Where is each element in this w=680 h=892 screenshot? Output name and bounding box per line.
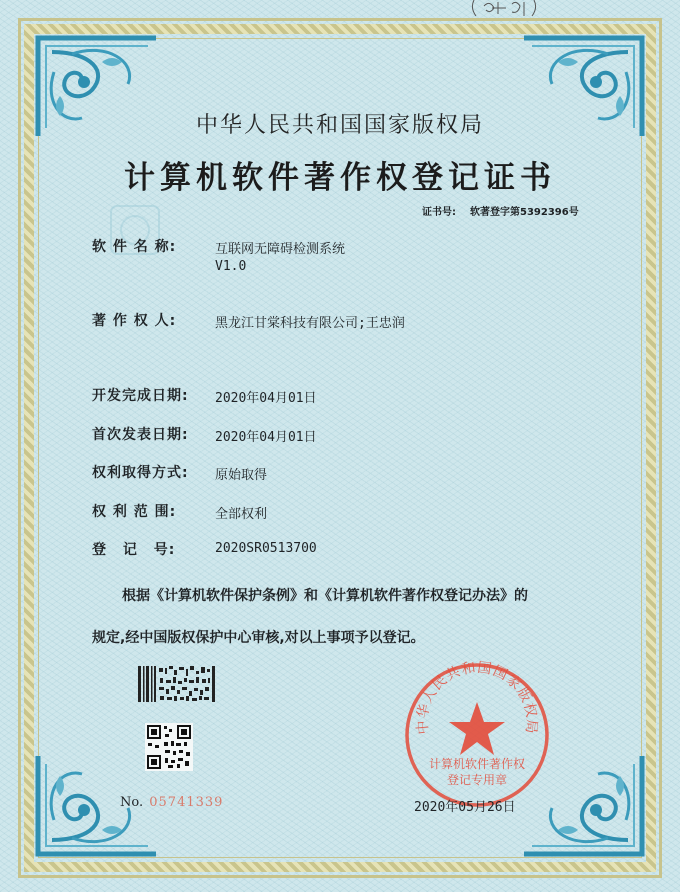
acquisition-method-value: 原始取得 <box>215 468 268 483</box>
qr-code-icon <box>145 723 193 771</box>
copyright-owner-label: 著 作 权 人: <box>92 313 177 329</box>
statement-line-1: 根据《计算机软件保护条例》和《计算机软件著作权登记办法》的 <box>122 588 528 604</box>
issue-date: 2020年05月26日 <box>414 800 516 815</box>
software-name-label: 软 件 名 称: <box>92 239 177 255</box>
serial-number-value: 05741339 <box>149 795 224 810</box>
barcode-icon <box>138 666 216 702</box>
completion-date-label: 开发完成日期: <box>92 388 189 404</box>
rights-scope-value: 全部权利 <box>215 507 268 522</box>
certificate-number <box>422 203 579 218</box>
seal-text-line-1: 计算机软件著作权 <box>428 757 526 771</box>
software-version: V1.0 <box>215 259 247 274</box>
copyright-owner-value: 黑龙江甘棠科技有限公司;王忠润 <box>215 316 405 331</box>
handwritten-note <box>470 0 540 18</box>
acquisition-method-label: 权利取得方式: <box>92 465 189 481</box>
certificate-number-label: 证书号: <box>422 207 456 218</box>
publish-date-value: 2020年04月01日 <box>215 430 317 445</box>
official-seal-icon <box>402 660 552 810</box>
issuing-agency: 中华人民共和国国家版权局 <box>195 113 484 138</box>
rights-scope-label: 权 利 范 围: <box>92 504 177 520</box>
certificate-number-value: 软著登字第5392396号 <box>470 207 579 218</box>
serial-number <box>120 795 223 810</box>
serial-number-label: No. <box>120 795 144 810</box>
certificate-title: 计算机软件著作权登记证书 <box>124 160 556 196</box>
software-name-value: 互联网无障碍检测系统 <box>215 242 346 257</box>
seal-text-line-2: 登记专用章 <box>446 773 508 787</box>
registration-number-value: 2020SR0513700 <box>215 541 317 556</box>
completion-date-value: 2020年04月01日 <box>215 391 317 406</box>
registration-number-label: 登 记 号: <box>92 542 176 558</box>
seal-top-text: 中华人民共和国国家版权局 <box>414 660 540 736</box>
statement-line-2: 规定,经中国版权保护中心审核,对以上事项予以登记。 <box>92 630 425 646</box>
publish-date-label: 首次发表日期: <box>92 427 189 443</box>
